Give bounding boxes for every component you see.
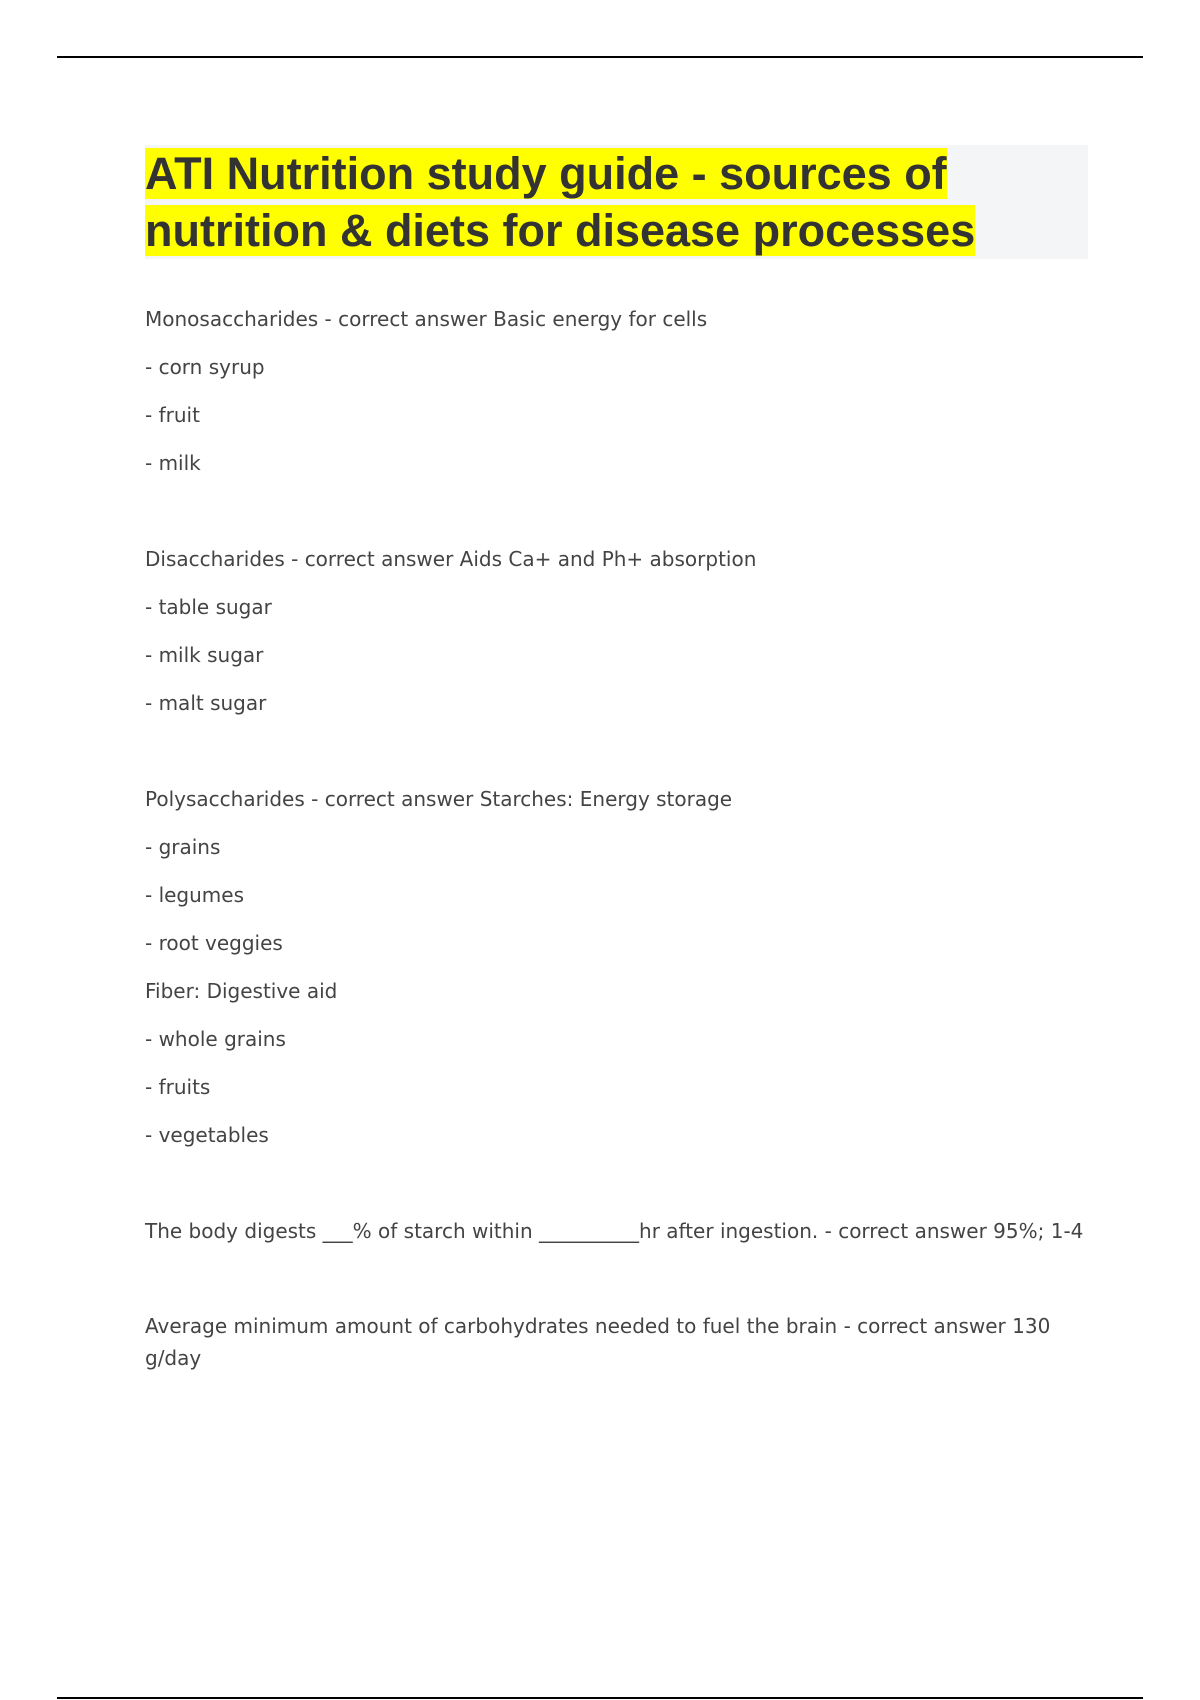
section-gap: [145, 494, 1095, 542]
entry-question: Average minimum amount of carbohydrates needed to fuel the brain - correct answer 130 g/day: [145, 1314, 1051, 1370]
list-item: - fruit: [145, 403, 200, 427]
entry-question: Polysaccharides - correct answer Starches: Energy storage: [145, 787, 733, 811]
title-block: [145, 145, 1088, 259]
document-title: [145, 145, 1088, 259]
title-highlight: ATI Nutrition study guide - sources of nutrition & diets for disease processes: [145, 148, 976, 256]
list-item: - whole grains: [145, 1027, 286, 1051]
entry-question: Disaccharides - correct answer Aids Ca+ and Ph+ absorption: [145, 547, 757, 571]
section-gap: [145, 1166, 1095, 1214]
entry-question: The body digests ___% of starch within __________hr after ingestion. - correct answer 95%; 1-4: [145, 1219, 1084, 1243]
list-item: - fruits: [145, 1075, 211, 1099]
list-item: - legumes: [145, 883, 245, 907]
list-item: - table sugar: [145, 595, 272, 619]
list-item: - vegetables: [145, 1123, 269, 1147]
list-item: - malt sugar: [145, 691, 267, 715]
header-rule: [57, 56, 1143, 58]
list-item: - corn syrup: [145, 355, 265, 379]
list-item: - milk: [145, 451, 201, 475]
footer-rule: [57, 1697, 1143, 1699]
entry-question: Monosaccharides - correct answer Basic energy for cells: [145, 307, 708, 331]
section-gap: [145, 1262, 1095, 1310]
list-item: - root veggies: [145, 931, 283, 955]
list-item: Fiber: Digestive aid: [145, 979, 338, 1003]
section-gap: [145, 734, 1095, 782]
list-item: - grains: [145, 835, 221, 859]
list-item: - milk sugar: [145, 643, 264, 667]
document-body: [145, 302, 1095, 1370]
